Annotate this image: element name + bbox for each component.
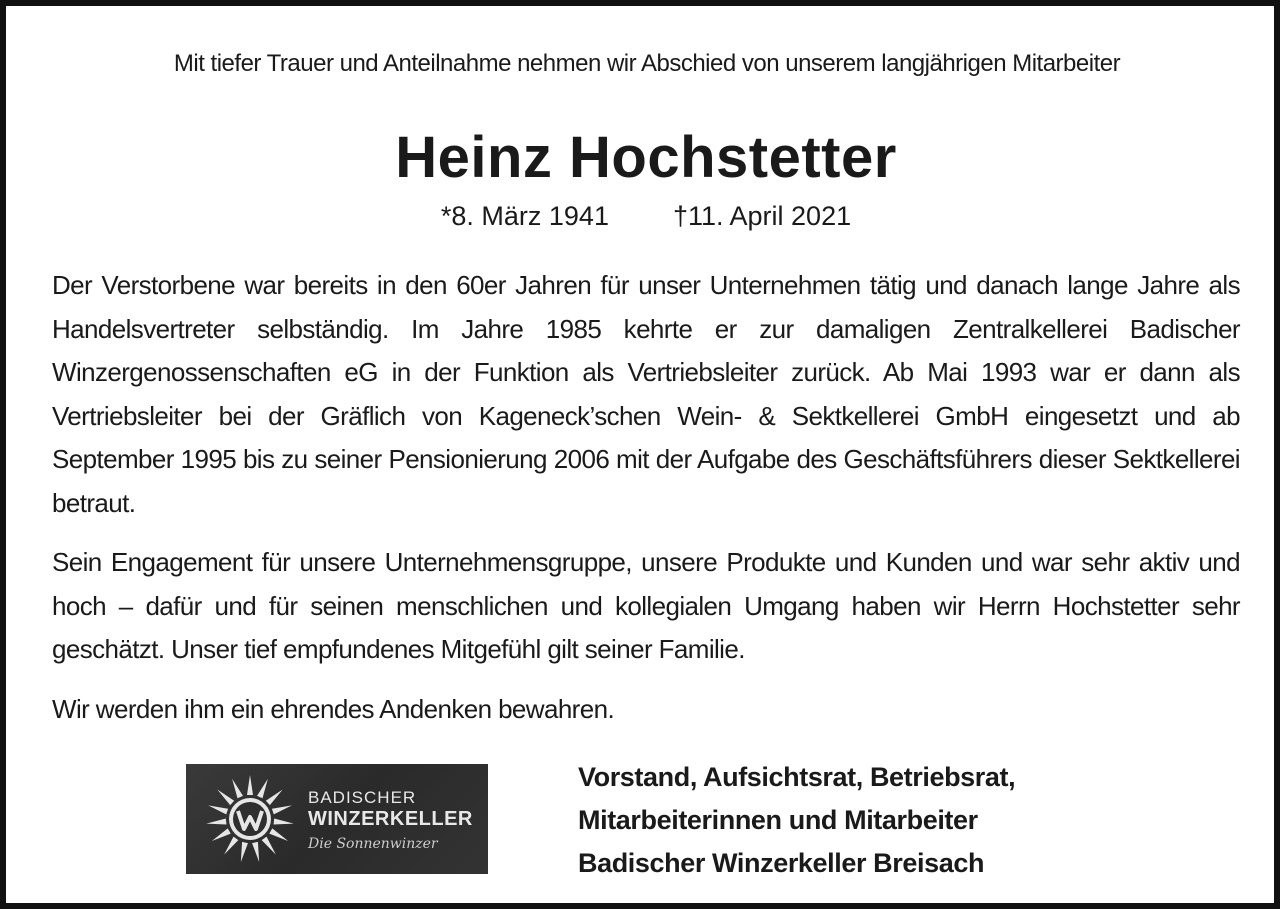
intro-text: Mit tiefer Trauer und Anteilnahme nehmen wir Abschied von unserem langjährigen Mitarbeiter (173, 50, 1121, 77)
deceased-name: Heinz Hochstetter (395, 125, 897, 190)
logo-tagline: Die Sonnenwinzer (308, 836, 438, 852)
logo-line-1: BADISCHER (308, 788, 417, 807)
signature-line-2: Mitarbeiterinnen und Mitarbeiter (578, 805, 978, 835)
signature-line-1: Vorstand, Aufsichtsrat, Betriebsrat, (578, 762, 1016, 792)
birth-date: *8. März 1941 (440, 201, 609, 231)
life-dates (6, 196, 1280, 236)
death-date: †11. April 2021 (672, 201, 852, 231)
signature-line-3: Badischer Winzerkeller Breisach (578, 848, 985, 878)
paragraph-career: Der Verstorbene war bereits in den 60er Jahren für unser Unternehmen tätig und danach lange Jahre als Handelsvertreter selbständig. Im Jahre 1985 kehrte er zur damaligen Zentralkellerei Badischer Winzergenossenschaften eG in der Funktion als Vertriebsleiter zurück. Ab Mai 1993 war er dann als Vertriebsleiter bei der Gräflich von Kageneck’schen Wein- & Sektkellerei GmbH eingesetzt und ab September 1995 bis zu seiner Pensionierung 2006 mit der Aufgabe des Geschäftsführers dieser Sektkellerei betraut. (52, 270, 1240, 518)
logo-wordmark (308, 788, 473, 854)
paragraph-farewell: Wir werden ihm ein ehrendes Andenken bewahren. (52, 694, 615, 724)
logo-line-2: WINZERKELLER (308, 808, 473, 830)
sun-w-logo-icon (200, 772, 300, 866)
company-logo (186, 764, 488, 874)
signature-block (578, 756, 1015, 885)
paragraph-tribute: Sein Engagement für unsere Unternehmensgruppe, unsere Produkte und Kunden und war sehr aktiv und hoch – dafür und für seinen menschlichen und kollegialen Umgang haben wir Herrn Hochstetter sehr geschätzt. Unser tief empfundenes Mitgefühl gilt seiner Familie. (52, 547, 1240, 664)
